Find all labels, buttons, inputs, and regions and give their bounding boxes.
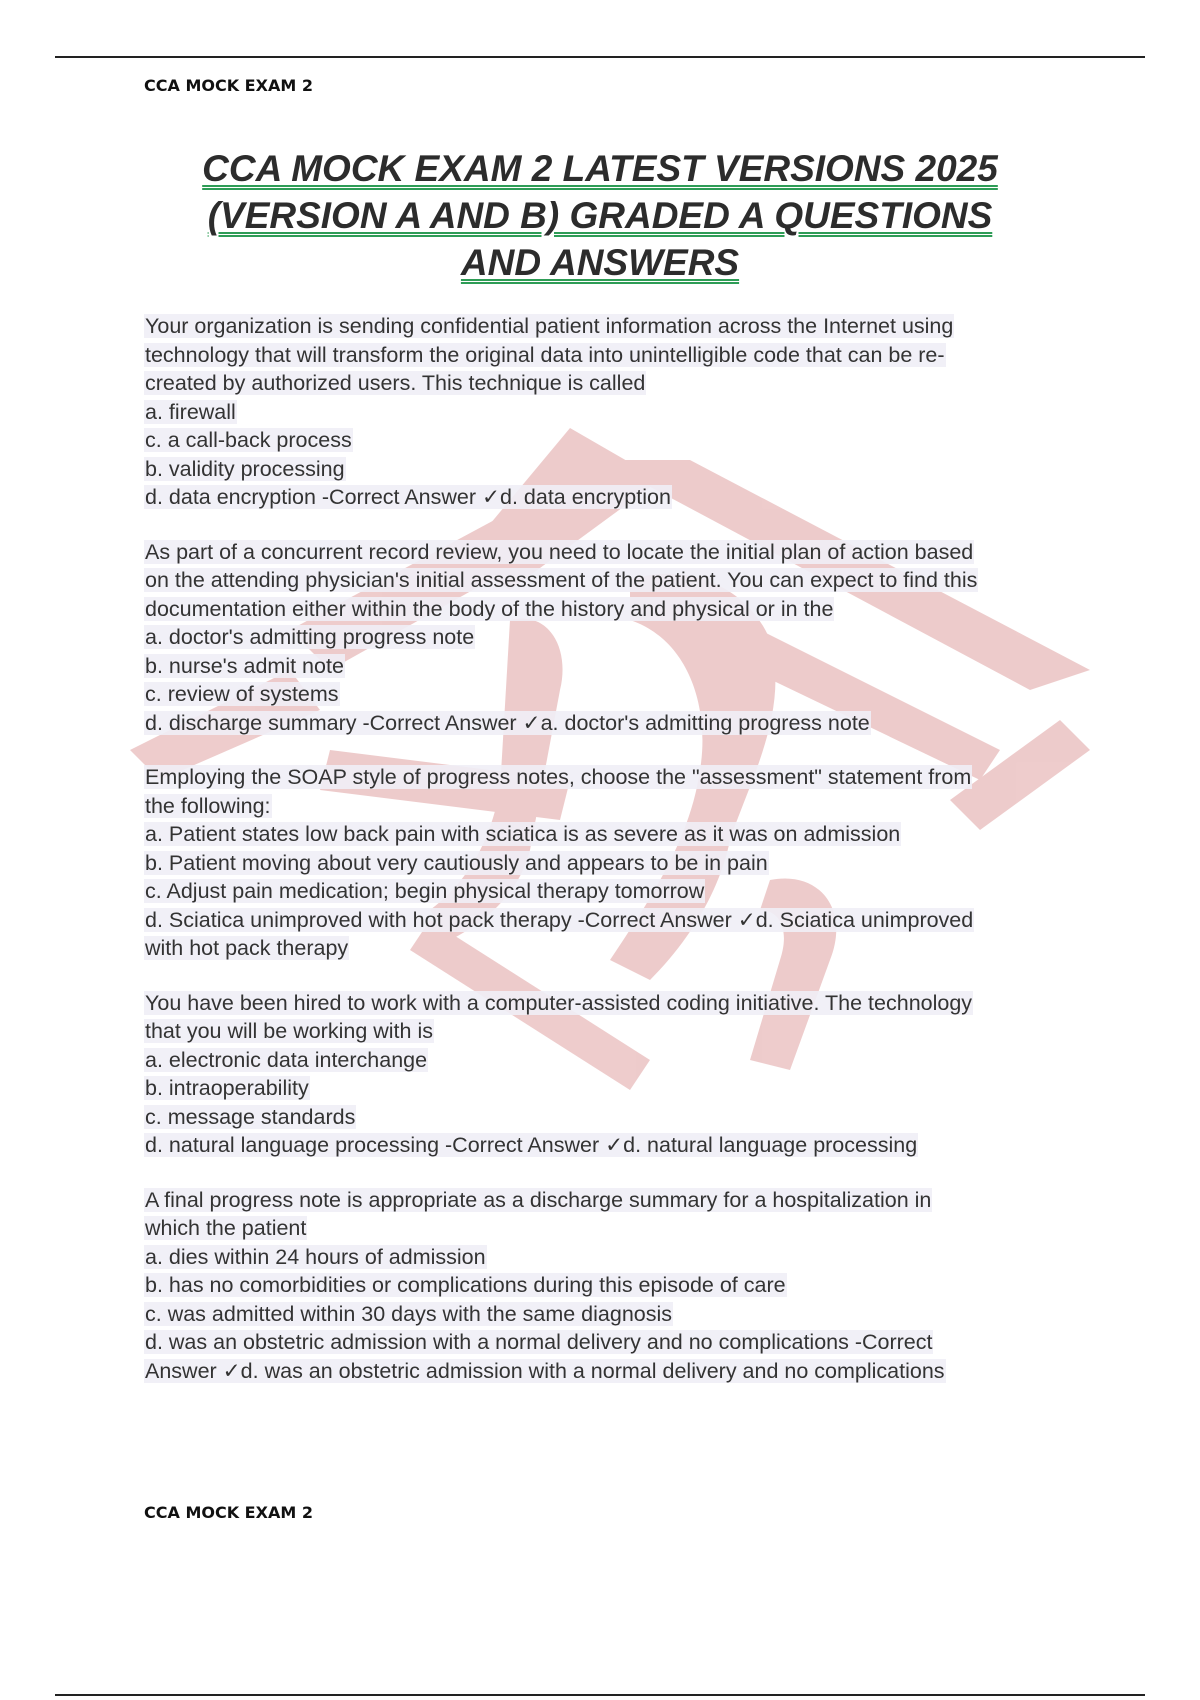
question-1 (144, 312, 1089, 512)
running-header: CCA MOCK EXAM 2 (144, 76, 313, 95)
answer-option: a. electronic data interchange (145, 1047, 428, 1072)
question-text-line: technology that will transform the original data into unintelligible code that can be re- (145, 342, 945, 367)
question-text-line: that you will be working with is (145, 1019, 433, 1043)
answer-option: b. nurse's admit note (145, 653, 344, 678)
answer-option: a. dies within 24 hours of admission (145, 1244, 486, 1269)
question-5 (144, 1186, 1089, 1386)
title-line: CCA MOCK EXAM 2 LATEST VERSIONS 2025 (202, 148, 998, 189)
running-footer: CCA MOCK EXAM 2 (144, 1503, 313, 1522)
question-text-line: A final progress note is appropriate as a discharge summary for a hospitalization in (145, 1187, 932, 1212)
question-4 (144, 989, 1089, 1160)
question-list (144, 312, 1089, 1411)
question-text-line: the following: (145, 793, 271, 818)
answer-option: b. intraoperability (145, 1076, 309, 1100)
correct-answer-line: with hot pack therapy (145, 936, 349, 960)
answer-option: c. was admitted within 30 days with the same diagnosis (145, 1301, 673, 1326)
question-text-line: You have been hired to work with a computer-assisted coding initiative. The technology (145, 990, 973, 1015)
question-text-line: documentation either within the body of the history and physical or in the (145, 596, 834, 621)
question-text-line: created by authorized users. This technique is called (145, 371, 646, 395)
answer-option: c. a call-back process (145, 428, 352, 452)
question-2 (144, 538, 1089, 738)
question-3 (144, 763, 1089, 963)
answer-option: b. has no comorbidities or complications during this episode of care (145, 1273, 786, 1297)
correct-answer-line: d. was an obstetric admission with a normal delivery and no complications -Correct (145, 1330, 933, 1354)
question-text-line: As part of a concurrent record review, you need to locate the initial plan of action based (145, 539, 974, 564)
answer-option: c. message standards (145, 1104, 356, 1129)
question-text-line: on the attending physician's initial assessment of the patient. You can expect to find this (145, 568, 978, 592)
question-text-line: Employing the SOAP style of progress notes, choose the "assessment" statement from (145, 765, 972, 789)
answer-option: c. Adjust pain medication; begin physical therapy tomorrow (145, 879, 705, 903)
question-text-line: which the patient (145, 1216, 307, 1240)
title-line: AND ANSWERS (460, 242, 740, 283)
answer-option: b. Patient moving about very cautiously and appears to be in pain (145, 850, 768, 875)
title-line: (VERSION A AND B) GRADED A QUESTIONS (207, 195, 993, 236)
question-text-line: Your organization is sending confidential patient information across the Internet using (145, 314, 954, 338)
correct-answer-line: d. data encryption -Correct Answer ✓d. data encryption (145, 485, 671, 509)
answer-option: a. doctor's admitting progress note (145, 625, 475, 649)
answer-option: b. validity processing (145, 456, 345, 481)
correct-answer-line: d. discharge summary -Correct Answer ✓a. doctor's admitting progress note (145, 710, 870, 735)
bottom-rule (55, 1694, 1145, 1696)
correct-answer-line: Answer ✓d. was an obstetric admission with a normal delivery and no complications (145, 1358, 945, 1383)
top-rule (55, 56, 1145, 58)
correct-answer-line: d. Sciatica unimproved with hot pack therapy -Correct Answer ✓d. Sciatica unimproved (145, 907, 974, 932)
answer-option: a. firewall (145, 399, 236, 424)
answer-option: c. review of systems (145, 682, 339, 706)
answer-option: a. Patient states low back pain with sciatica is as severe as it was on admission (145, 822, 901, 846)
document-title (140, 145, 1060, 286)
correct-answer-line: d. natural language processing -Correct Answer ✓d. natural language processing (145, 1133, 918, 1157)
